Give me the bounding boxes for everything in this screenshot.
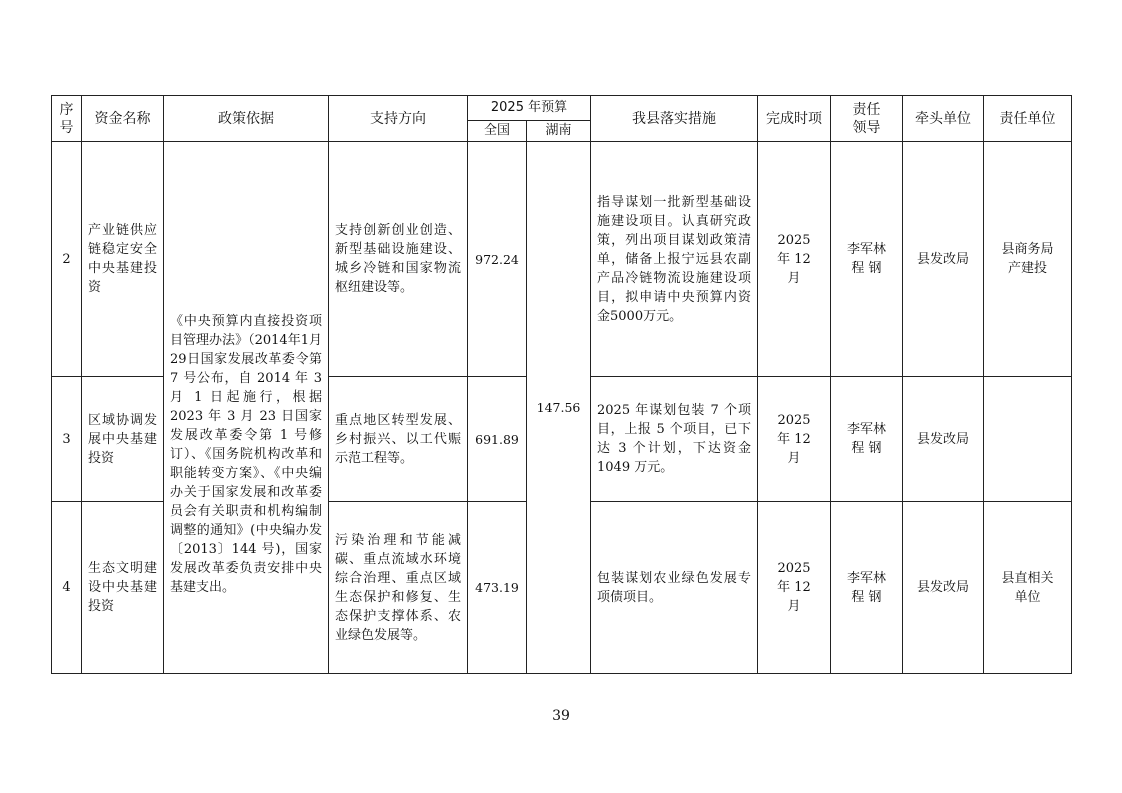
row-completion: 2025 年 12 月 xyxy=(758,377,831,502)
row-measures: 包装谋划农业绿色发展专项债项目。 xyxy=(591,502,758,674)
fund-table xyxy=(51,95,1072,674)
header-hunan: 湖南 xyxy=(527,121,591,142)
header-measures: 我县落实措施 xyxy=(591,96,758,142)
row-fund-name: 产业链供应链稳定安全中央基建投资 xyxy=(82,142,164,377)
table-row xyxy=(52,142,1072,377)
header-lead-unit: 牵头单位 xyxy=(903,96,984,142)
policy-basis-text: 《中央预算内直接投资项目管理办法》（2014年1月29日国家发展改革委令第 7 号公布，自 2014 年 3 月 1 日起施行，根据 2023 年 3 月 23 日国家发展改革委令第 1 号修订）、《国务院机构改革和职能转变方案》、《中央编办关于国家发展和改革委员会有关职责和机构编制调整的通知》(中央编办发〔2013〕144 号)，国家发展改革委负责安排中央基建支出。 xyxy=(170,314,322,595)
row-support: 支持创新创业创造、新型基础设施建设、城乡冷链和国家物流枢纽建设等。 xyxy=(329,142,468,377)
row-completion: 2025 年 12 月 xyxy=(758,502,831,674)
row-leader: 李军林 程 钢 xyxy=(831,502,903,674)
row-support: 污染治理和节能减碳、重点流域水环境综合治理、重点区域生态保护和修复、生态保护支撑体系、农业绿色发展等。 xyxy=(329,502,468,674)
header-fund-name: 资金名称 xyxy=(82,96,164,142)
row-resp-unit xyxy=(984,377,1072,502)
row-measures: 指导谋划一批新型基础设施建设项目。认真研究政策，列出项目谋划政策清单，储备上报宁远县农副产品冷链物流设施建设项目，拟申请中央预算内资金5000万元。 xyxy=(591,142,758,377)
row-lead-unit: 县发改局 xyxy=(903,142,984,377)
row-national-budget: 691.89 xyxy=(468,377,527,502)
row-fund-name: 生态文明建设中央基建投资 xyxy=(82,502,164,674)
row-seq: 4 xyxy=(52,502,82,674)
row-national-budget: 473.19 xyxy=(468,502,527,674)
hunan-budget: 147.56 xyxy=(527,142,591,674)
header-completion: 完成时项 xyxy=(758,96,831,142)
row-lead-unit: 县发改局 xyxy=(903,502,984,674)
row-seq: 2 xyxy=(52,142,82,377)
row-fund-name: 区域协调发展中央基建投资 xyxy=(82,377,164,502)
row-support: 重点地区转型发展、乡村振兴、以工代赈示范工程等。 xyxy=(329,377,468,502)
header-seq: 序号 xyxy=(52,96,82,142)
row-national-budget: 972.24 xyxy=(468,142,527,377)
page-number: 39 xyxy=(552,708,570,724)
row-completion: 2025 年 12 月 xyxy=(758,142,831,377)
header-support: 支持方向 xyxy=(329,96,468,142)
header-national: 全国 xyxy=(468,121,527,142)
row-lead-unit: 县发改局 xyxy=(903,377,984,502)
row-resp-unit: 县商务局 产建投 xyxy=(984,142,1072,377)
row-leader: 李军林 程 钢 xyxy=(831,377,903,502)
header-resp-unit: 责任单位 xyxy=(984,96,1072,142)
policy-basis-cell xyxy=(164,142,329,674)
header-row xyxy=(52,96,1072,121)
row-measures: 2025 年谋划包装 7 个项目，上报 5 个项目，已下达 3 个计划，下达资金 1049 万元。 xyxy=(591,377,758,502)
row-resp-unit: 县直相关 单位 xyxy=(984,502,1072,674)
row-seq: 3 xyxy=(52,377,82,502)
header-budget: 2025 年预算 xyxy=(468,96,591,121)
header-policy: 政策依据 xyxy=(164,96,329,142)
header-leader: 责任领导 xyxy=(831,96,903,142)
row-leader: 李军林 程 钢 xyxy=(831,142,903,377)
